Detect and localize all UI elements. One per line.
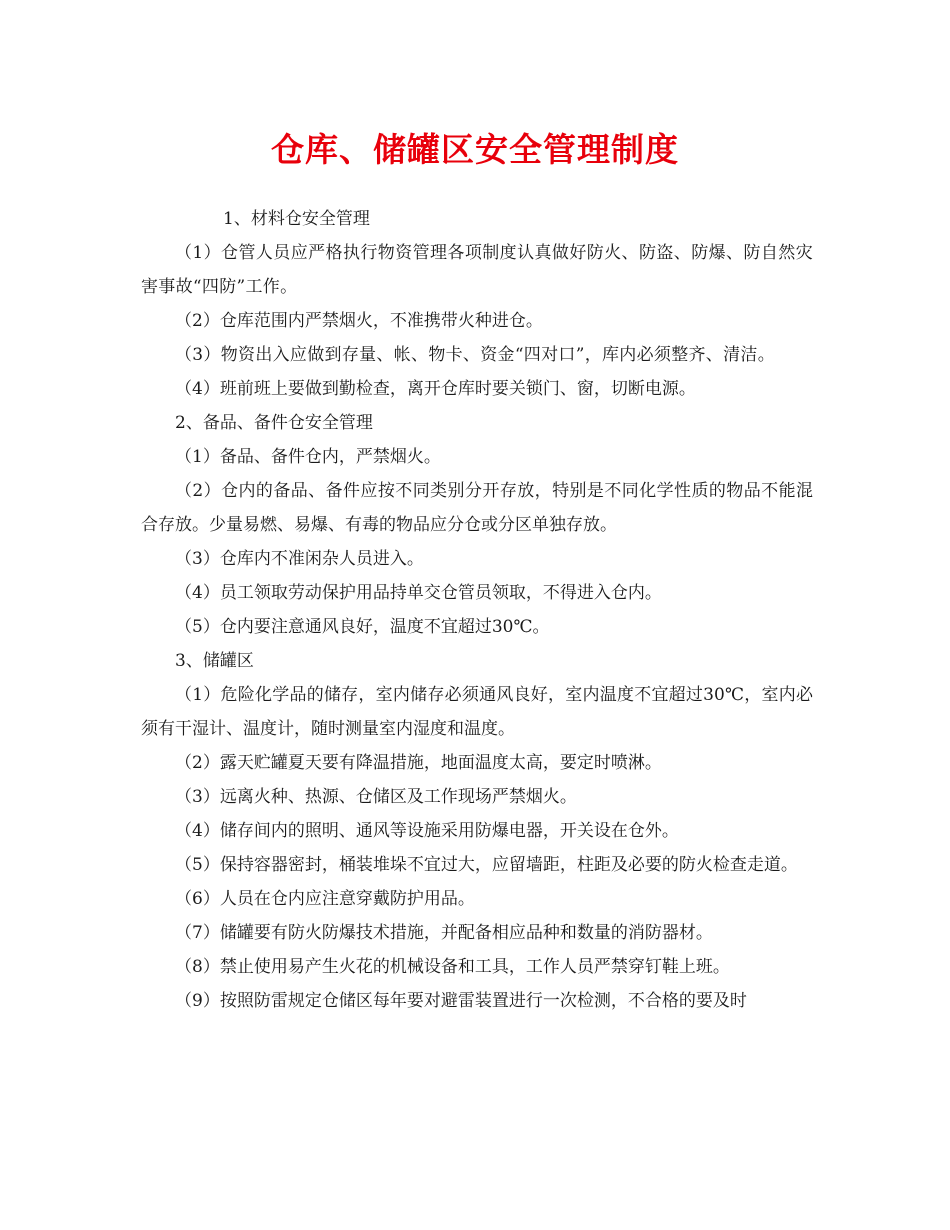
document-body: [141, 202, 813, 1018]
paragraph: （2）仓内的备品、备件应按不同类别分开存放，特别是不同化学性质的物品不能混合存放。少量易燃、易爆、有毒的物品应分仓或分区单独存放。: [141, 481, 813, 535]
paragraph: （5）保持容器密封，桶装堆垛不宜过大，应留墙距，柱距及必要的防火检查走道。: [175, 855, 798, 875]
paragraph: （4）储存间内的照明、通风等设施采用防爆电器，开关设在仓外。: [175, 821, 679, 841]
section-heading: 2、备品、备件仓安全管理: [175, 413, 373, 433]
paragraph: （5）仓内要注意通风良好，温度不宜超过30℃。: [175, 617, 550, 637]
paragraph: （4）员工领取劳动保护用品持单交仓管员领取，不得进入仓内。: [175, 583, 662, 603]
paragraph: （8）禁止使用易产生火花的机械设备和工具，工作人员严禁穿钉鞋上班。: [175, 957, 730, 977]
paragraph: （1）备品、备件仓内，严禁烟火。: [175, 447, 441, 467]
paragraph: （7）储罐要有防火防爆技术措施，并配备相应品种和数量的消防器材。: [175, 923, 713, 943]
section-heading: 1、材料仓安全管理: [223, 209, 370, 229]
paragraph: （6）人员在仓内应注意穿戴防护用品。: [175, 889, 475, 909]
paragraph: （9）按照防雷规定仓储区每年要对避雷装置进行一次检测，不合格的要及时: [175, 991, 747, 1011]
paragraph: （2）露天贮罐夏天要有降温措施，地面温度太高，要定时喷淋。: [175, 753, 662, 773]
paragraph: （3）物资出入应做到存量、帐、物卡、资金“四对口”，库内必须整齐、清洁。: [175, 345, 775, 365]
paragraph: （3）仓库内不准闲杂人员进入。: [175, 549, 424, 569]
paragraph: （1）仓管人员应严格执行物资管理各项制度认真做好防火、防盗、防爆、防自然灾害事故“四防”工作。: [141, 243, 813, 297]
paragraph: （4）班前班上要做到勤检查，离开仓库时要关锁门、窗，切断电源。: [175, 379, 696, 399]
paragraph: （2）仓库范围内严禁烟火，不准携带火种进仓。: [175, 311, 543, 331]
paragraph: （1）危险化学品的储存，室内储存必须通风良好，室内温度不宜超过30℃，室内必须有干湿计、温度计，随时测量室内湿度和温度。: [141, 685, 813, 739]
document-title: 仓库、储罐区安全管理制度: [271, 130, 679, 169]
section-heading: 3、储罐区: [175, 651, 254, 671]
paragraph: （3）远离火种、热源、仓储区及工作现场严禁烟火。: [175, 787, 577, 807]
